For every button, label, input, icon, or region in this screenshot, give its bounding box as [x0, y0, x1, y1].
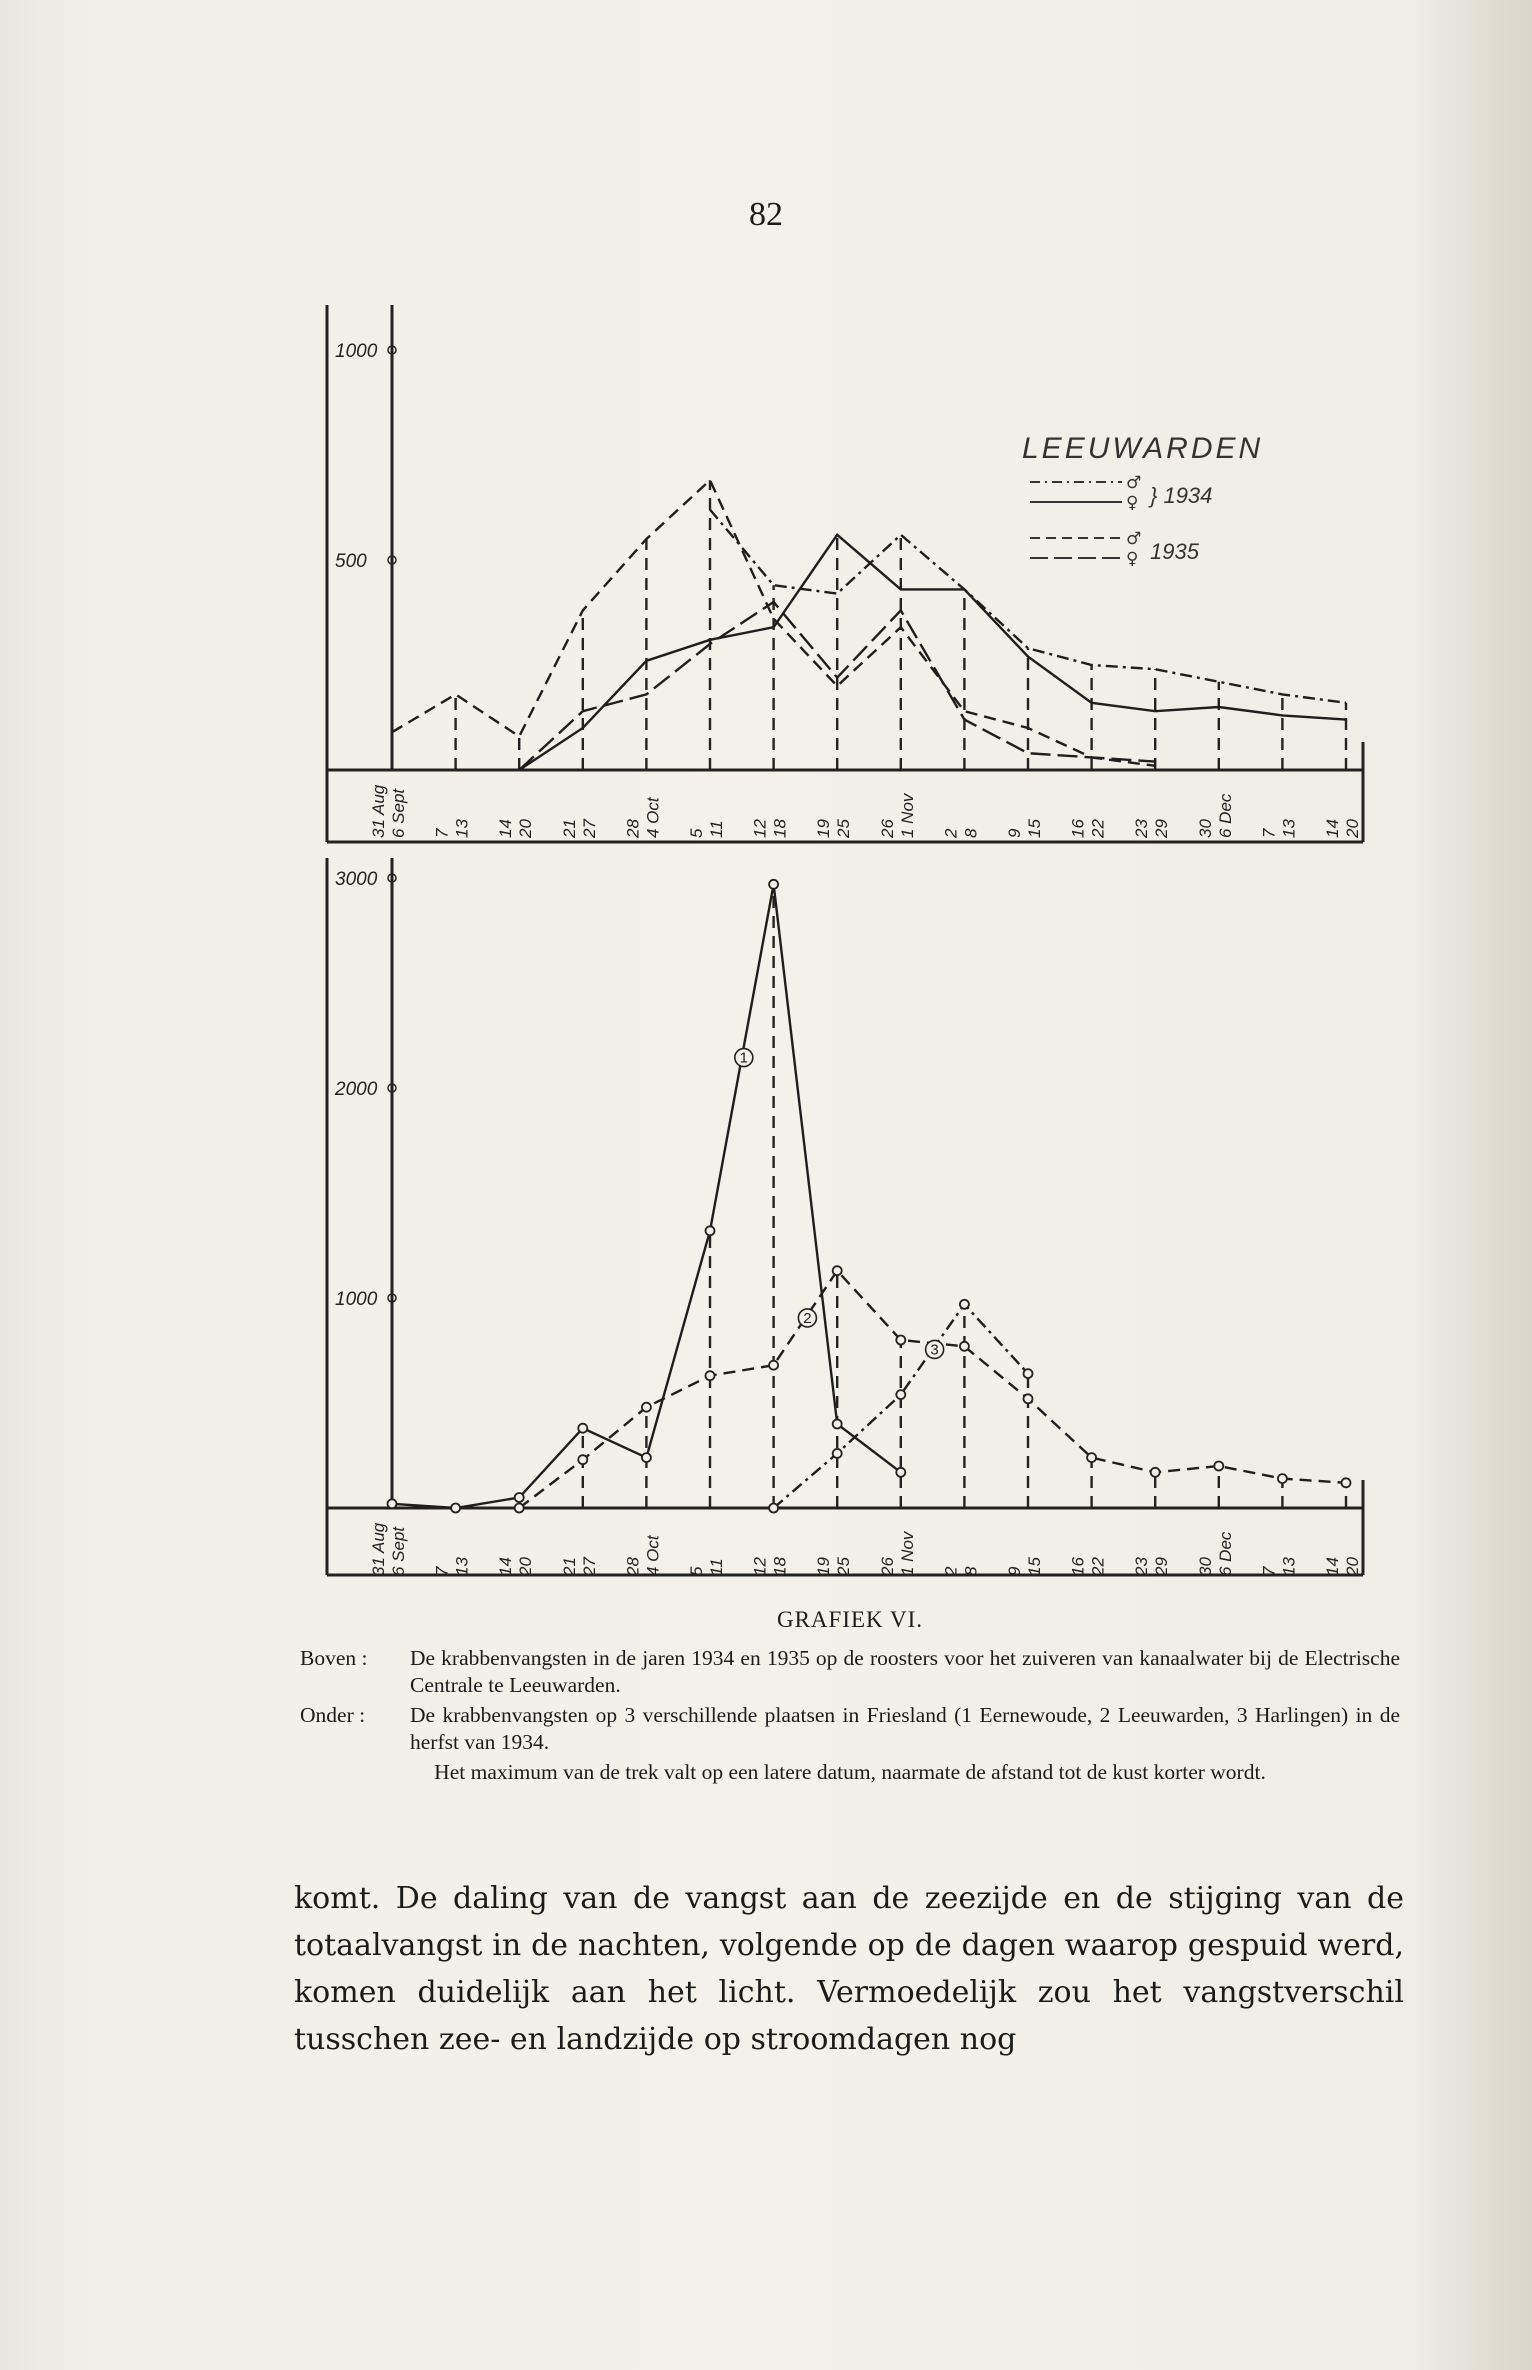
legend-female-1935-symbol: ♀	[1126, 549, 1139, 569]
y-tick-label: 1000	[335, 1289, 378, 1310]
x-tick-text: 25	[834, 819, 854, 838]
x-tick-text: 18	[770, 819, 790, 838]
top-chart	[327, 305, 1363, 842]
x-tick-label	[751, 819, 790, 838]
x-tick-text: 21	[559, 1557, 579, 1576]
x-tick-label	[878, 1530, 917, 1577]
x-tick-text: 26	[877, 819, 897, 838]
x-tick-text: 7	[432, 828, 452, 838]
x-tick-text: 8	[961, 828, 981, 838]
x-tick-text: 26	[877, 1557, 897, 1576]
x-tick-text: 5	[687, 828, 706, 838]
data-point	[833, 1420, 842, 1429]
series-name-label: 3	[930, 1341, 939, 1359]
caption-top-row	[300, 1645, 1400, 1699]
x-tick-text: 4 Oct	[643, 1535, 663, 1576]
x-tick-label	[814, 1557, 853, 1577]
figure-caption	[300, 1606, 1400, 1786]
data-point	[769, 880, 778, 889]
x-tick-text: 30	[1195, 1557, 1215, 1576]
x-tick-text: 8	[961, 1566, 981, 1576]
x-tick-label	[1132, 819, 1171, 839]
legend-year-1935: 1935	[1150, 539, 1199, 564]
data-point	[896, 1468, 905, 1477]
x-tick-text: 13	[1279, 819, 1299, 838]
data-point	[451, 1504, 460, 1513]
data-point	[960, 1300, 969, 1309]
x-tick-label	[1132, 1557, 1171, 1577]
legend-year-1934: } 1934	[1150, 483, 1213, 508]
x-tick-label	[1259, 1557, 1298, 1576]
x-tick-label	[433, 819, 472, 838]
data-point	[642, 1453, 651, 1462]
bottom-chart-guides	[519, 884, 1346, 1508]
x-tick-label	[1069, 819, 1108, 839]
x-tick-label	[433, 1557, 472, 1576]
data-point	[1024, 1394, 1033, 1403]
series-line-f1934	[519, 535, 1346, 770]
data-point	[896, 1390, 905, 1399]
data-point	[1087, 1453, 1096, 1462]
data-point	[1342, 1478, 1351, 1487]
x-tick-text: 11	[707, 1558, 726, 1576]
x-tick-text: 13	[452, 819, 472, 838]
x-tick-label	[1069, 1557, 1108, 1577]
x-tick-label	[1259, 819, 1298, 838]
x-tick-label	[496, 1557, 535, 1577]
top-chart-series	[392, 480, 1346, 770]
x-tick-text: 31 Aug	[369, 1522, 388, 1576]
x-tick-text: 7	[1259, 828, 1279, 838]
legend-title: LEEUWARDEN	[1022, 432, 1264, 465]
x-tick-label	[687, 1558, 726, 1576]
caption-bottom-row	[300, 1702, 1400, 1756]
x-tick-label	[560, 819, 599, 839]
caption-top-text: De krabbenvangsten in de jaren 1934 en 1935 op de roosters voor het zuiveren van kanaalwater bij de Electrische Centrale te Leeuwarden.	[410, 1646, 1400, 1697]
x-tick-label	[369, 784, 408, 838]
x-tick-text: 29	[1152, 1557, 1172, 1576]
x-tick-text: 14	[1323, 819, 1342, 838]
data-point	[515, 1493, 524, 1502]
x-tick-text: 13	[452, 1557, 472, 1576]
x-tick-text: 20	[1343, 1557, 1362, 1576]
x-tick-text: 12	[750, 1557, 770, 1576]
x-tick-text: 7	[1259, 1566, 1279, 1576]
x-tick-text: 19	[814, 819, 834, 838]
x-tick-text: 16	[1068, 1557, 1088, 1576]
bottom-chart-x-ticks	[369, 1522, 1362, 1577]
x-tick-label	[369, 1522, 408, 1576]
top-chart-legend	[1022, 432, 1263, 569]
caption-top-key: Boven :	[300, 1646, 368, 1670]
x-tick-text: 20	[1343, 819, 1362, 838]
data-point	[896, 1336, 905, 1345]
x-tick-text: 9	[1005, 1566, 1024, 1576]
x-tick-label	[941, 1566, 980, 1577]
x-tick-label	[1323, 1557, 1362, 1577]
x-tick-label	[941, 828, 980, 839]
data-point	[1278, 1474, 1287, 1483]
x-tick-text: 14	[496, 1557, 516, 1576]
x-tick-label	[687, 820, 726, 838]
body-paragraph: komt. De daling van de vangst aan de zeezijde en de stijging van de totaalvangst in de nachten, volgende op de dagen waarop gespuid werd, komen duidelijk aan het licht. Vermoedelijk zou het vangstverschil tusschen zee- en landzijde op stroomdagen nog	[294, 1881, 1404, 2057]
caption-bottom-text: De krabbenvangsten op 3 verschillende plaatsen in Friesland (1 Eernewoude, 2 Leeuwarden, 3 Harlingen) in de herfst van 1934.	[410, 1703, 1400, 1754]
caption-bottom-key: Onder :	[300, 1703, 366, 1727]
x-tick-text: 14	[1323, 1557, 1342, 1576]
data-point	[833, 1449, 842, 1458]
x-tick-text: 2	[941, 1566, 961, 1576]
caption-note: Het maximum van de trek valt op een latere datum, naarmate de afstand tot de kust korter wordt.	[434, 1760, 1266, 1784]
y-tick-label: 500	[335, 551, 367, 572]
x-tick-text: 11	[707, 820, 726, 838]
x-tick-text: 7	[432, 1566, 452, 1576]
top-chart-guides	[456, 480, 1346, 770]
x-tick-label	[814, 819, 853, 839]
y-tick-label: 1000	[335, 341, 378, 362]
data-point	[1214, 1462, 1223, 1471]
x-tick-text: 20	[516, 819, 536, 838]
caption-title: GRAFIEK VI.	[776, 1607, 924, 1632]
data-point	[642, 1403, 651, 1412]
y-tick-label: 2000	[335, 1079, 378, 1100]
x-tick-text: 6 Dec	[1215, 1531, 1235, 1576]
bottom-chart-y-ticks	[334, 869, 396, 1310]
x-tick-label	[560, 1557, 599, 1577]
data-point	[1151, 1468, 1160, 1477]
x-tick-text: 9	[1005, 828, 1024, 838]
x-tick-text: 19	[814, 1557, 834, 1576]
x-tick-text: 15	[1025, 819, 1044, 838]
x-tick-text: 1 Nov	[897, 793, 917, 838]
x-tick-text: 27	[579, 1557, 599, 1576]
x-tick-label	[623, 796, 662, 839]
x-tick-text: 5	[687, 1566, 706, 1576]
x-tick-label	[1196, 1531, 1235, 1576]
data-point	[388, 1499, 397, 1508]
top-chart-x-ticks	[369, 784, 1362, 839]
x-tick-text: 6 Dec	[1215, 793, 1235, 838]
x-tick-label	[496, 819, 535, 839]
top-chart-y-ticks	[335, 341, 396, 572]
x-tick-text: 6 Sept	[389, 1526, 408, 1576]
x-tick-text: 28	[623, 819, 643, 838]
legend-male-1934-symbol: ♂	[1126, 473, 1142, 493]
x-tick-text: 31 Aug	[369, 784, 388, 838]
x-tick-text: 2	[941, 828, 961, 838]
data-point	[1024, 1369, 1033, 1378]
x-tick-label	[623, 1534, 662, 1577]
x-tick-text: 20	[516, 1557, 536, 1576]
x-tick-text: 27	[579, 819, 599, 838]
x-tick-text: 22	[1088, 819, 1108, 838]
x-tick-label	[1005, 819, 1044, 838]
x-tick-text: 28	[623, 1557, 643, 1576]
x-tick-text: 21	[559, 819, 579, 838]
bottom-chart	[327, 858, 1363, 1577]
x-tick-text: 25	[834, 1557, 854, 1576]
x-tick-text: 30	[1195, 819, 1215, 838]
data-point	[515, 1504, 524, 1513]
series-line-m1934	[710, 510, 1346, 703]
data-point	[578, 1424, 587, 1433]
x-tick-text: 14	[496, 819, 516, 838]
data-point	[706, 1226, 715, 1235]
data-point	[960, 1342, 969, 1351]
x-tick-label	[1005, 1557, 1044, 1576]
series-line-site-1	[392, 884, 901, 1508]
bottom-chart-series	[388, 880, 1351, 1513]
y-tick-label: 3000	[335, 869, 378, 890]
x-tick-text: 22	[1088, 1557, 1108, 1576]
x-tick-text: 13	[1279, 1557, 1299, 1576]
data-point	[578, 1455, 587, 1464]
x-tick-text: 23	[1132, 819, 1152, 838]
data-point	[769, 1504, 778, 1513]
x-tick-text: 29	[1152, 819, 1172, 838]
x-tick-text: 18	[770, 1557, 790, 1576]
legend-male-1935-symbol: ♂	[1126, 529, 1142, 549]
x-tick-text: 23	[1132, 1557, 1152, 1576]
page-number: 82	[749, 196, 783, 233]
data-point	[833, 1266, 842, 1275]
x-tick-text: 16	[1068, 819, 1088, 838]
series-name-label: 1	[739, 1049, 748, 1067]
x-tick-label	[878, 792, 917, 839]
x-tick-text: 4 Oct	[643, 797, 663, 838]
x-tick-text: 15	[1025, 1557, 1044, 1576]
legend-female-1934-symbol: ♀	[1126, 493, 1139, 513]
x-tick-text: 6 Sept	[389, 788, 408, 838]
x-tick-label	[1323, 819, 1362, 839]
x-tick-label	[751, 1557, 790, 1576]
x-tick-text: 12	[750, 819, 770, 838]
series-line-site-2	[519, 1271, 1346, 1508]
x-tick-label	[1196, 793, 1235, 838]
data-point	[769, 1361, 778, 1370]
data-point	[706, 1371, 715, 1380]
series-name-label: 2	[803, 1309, 812, 1327]
x-tick-text: 1 Nov	[897, 1531, 917, 1576]
